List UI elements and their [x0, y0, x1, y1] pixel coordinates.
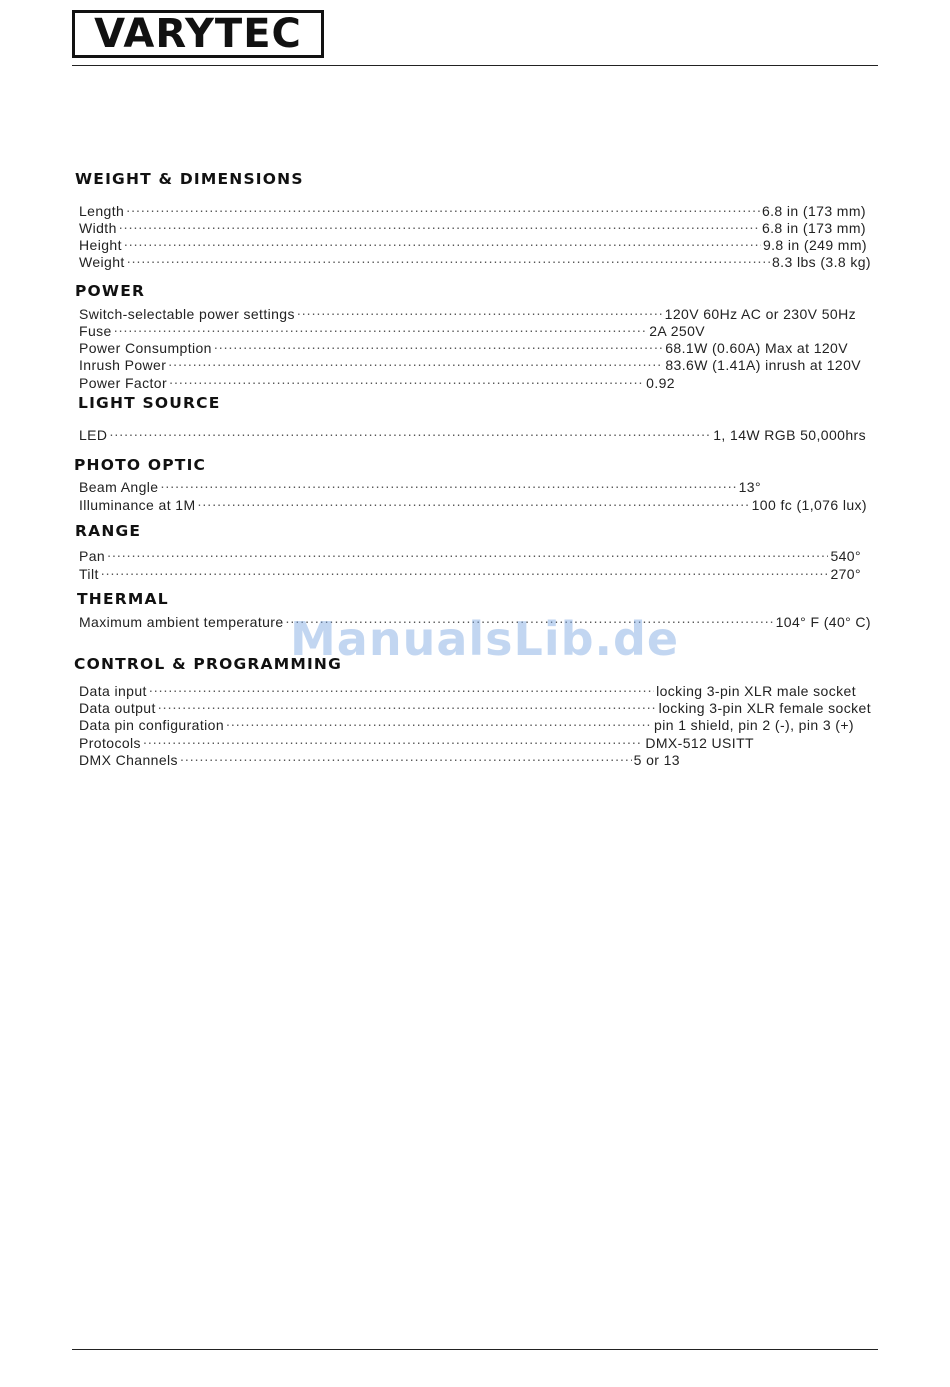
spec-value: 6.8 in (173 mm) — [761, 220, 866, 236]
spec-label: Data pin configuration — [79, 717, 224, 733]
spec-value: 13° — [738, 479, 761, 495]
spec-label: Power Factor — [79, 375, 168, 391]
spec-label: Beam Angle — [79, 479, 159, 495]
spec-label: Power Consumption — [79, 340, 212, 356]
spec-row-inrush-power — [79, 353, 861, 373]
spec-row-power-consumption — [79, 336, 848, 356]
spec-row-power-factor — [79, 371, 675, 391]
section-title-photo-optic: PHOTO OPTIC — [74, 456, 207, 474]
spec-row-dmx-channels — [79, 748, 680, 768]
spec-label: DMX Channels — [79, 752, 178, 768]
spec-row-led — [79, 423, 866, 443]
spec-label: Width — [79, 220, 117, 236]
section-title-range: RANGE — [75, 522, 142, 540]
spec-value: 0.92 — [646, 375, 675, 391]
varytec-logo: VARYTEC — [72, 10, 324, 58]
section-title-thermal: THERMAL — [77, 590, 169, 608]
spec-value: 6.8 in (173 mm) — [761, 203, 866, 219]
spec-label: Data input — [79, 683, 147, 699]
spec-value: 540° — [830, 548, 861, 564]
spec-value: 1, 14W RGB 50,000hrs — [713, 427, 866, 443]
header-divider — [72, 65, 878, 66]
spec-row-length — [79, 199, 866, 219]
spec-row-tilt — [79, 562, 861, 582]
spec-row-data-output — [79, 696, 871, 716]
spec-value: 2A 250V — [649, 323, 705, 339]
section-title-light-source: LIGHT SOURCE — [78, 394, 221, 412]
spec-value: 83.6W (1.41A) inrush at 120V — [665, 357, 861, 373]
spec-row-power-settings — [79, 302, 856, 322]
manualslib-watermark: ManualsLib.de — [290, 612, 680, 666]
spec-row-weight — [79, 250, 871, 270]
section-title-power: POWER — [75, 282, 146, 300]
spec-row-height — [79, 233, 867, 253]
spec-value: 8.3 lbs (3.8 kg) — [772, 254, 871, 270]
spec-value: 270° — [830, 566, 861, 582]
spec-label: Protocols — [79, 735, 141, 751]
spec-value: locking 3-pin XLR female socket — [658, 700, 871, 716]
spec-label: Length — [79, 203, 125, 219]
spec-label: Illuminance at 1M — [79, 497, 196, 513]
spec-row-data-input — [79, 679, 856, 699]
spec-row-fuse — [79, 319, 705, 339]
spec-label: Pan — [79, 548, 106, 564]
spec-value: 104° F (40° C) — [775, 614, 871, 630]
spec-value: pin 1 shield, pin 2 (-), pin 3 (+) — [654, 717, 854, 733]
spec-row-beam-angle — [79, 475, 761, 495]
spec-label: Data output — [79, 700, 156, 716]
spec-row-pan — [79, 544, 861, 564]
spec-value: 100 fc (1,076 lux) — [751, 497, 867, 513]
spec-label: Switch-selectable power settings — [79, 306, 295, 322]
spec-label: Inrush Power — [79, 357, 167, 373]
section-title-control-programming: CONTROL & PROGRAMMING — [74, 655, 343, 673]
spec-label: LED — [79, 427, 108, 443]
spec-label: Tilt — [79, 566, 99, 582]
spec-label: Maximum ambient temperature — [79, 614, 284, 630]
spec-value: DMX-512 USITT — [645, 735, 754, 751]
spec-row-illuminance — [79, 493, 867, 513]
footer-divider — [72, 1349, 878, 1350]
spec-row-data-pin-config — [79, 713, 854, 733]
section-title-weight-dimensions: WEIGHT & DIMENSIONS — [75, 170, 304, 188]
spec-value: 5 or 13 — [633, 752, 680, 768]
spec-row-protocols — [79, 731, 754, 751]
spec-value: 120V 60Hz AC or 230V 50Hz — [664, 306, 856, 322]
spec-value: 9.8 in (249 mm) — [762, 237, 867, 253]
spec-label: Weight — [79, 254, 125, 270]
spec-value: 68.1W (0.60A) Max at 120V — [665, 340, 848, 356]
spec-value: locking 3-pin XLR male socket — [656, 683, 856, 699]
spec-row-width — [79, 216, 866, 236]
spec-label: Height — [79, 237, 122, 253]
spec-label: Fuse — [79, 323, 112, 339]
